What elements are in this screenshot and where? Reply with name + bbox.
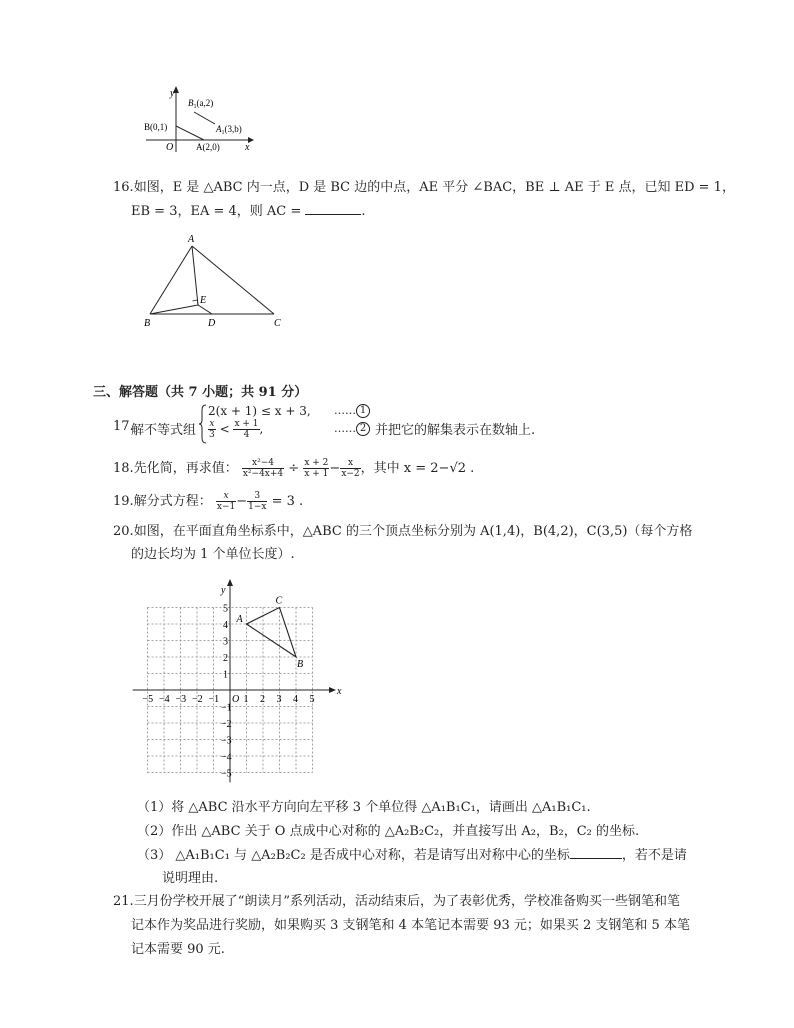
x-axis-arrow <box>329 687 336 693</box>
q16-text-1: 如图，E 是 △ABC 内一点，D 是 BC 边的中点，AE 平分 ∠BAC，BE ⊥ AE 于 E 点，已知 ED = 1， <box>133 180 735 195</box>
x-tick-label: −4 <box>159 694 170 705</box>
q17-inequality-2: $\frac{x}{3}$ < $\frac{x + 1}{4}$ , <box>209 419 264 440</box>
y-label: y <box>170 88 175 99</box>
y-tick-label: 2 <box>223 653 228 664</box>
q21-line1 <box>113 890 680 909</box>
q17-brace <box>199 404 207 444</box>
segment-BE <box>150 305 198 314</box>
q18-prefix: 先化简，再求值： <box>133 461 238 476</box>
q20-answer-blank[interactable] <box>570 846 622 859</box>
vertex-label-C: C <box>275 595 283 607</box>
y-tick-label: 3 <box>223 636 228 648</box>
q20-number: 20. <box>113 524 134 539</box>
side-AB <box>150 246 192 314</box>
q20-sub3-line2: 说明理由. <box>162 871 219 886</box>
origin-label: O <box>232 694 240 705</box>
q16-text-2: EB = 3，EA = 4，则 AC = <box>131 204 302 219</box>
q16-period: . <box>361 204 366 219</box>
q21-line3: 记本需要 90 元. <box>131 942 225 957</box>
x-tick-label: 4 <box>293 694 298 705</box>
q16-line1 <box>113 176 735 195</box>
q20-line2: 的边长均为 1 个单位长度）. <box>131 547 295 562</box>
q20-sub3-line1: （3） △A₁B₁C₁ 与 △A₂B₂C₂ 是否成中心对称，若是请写出对称中心的坐标 ，若不是请 <box>137 848 687 863</box>
y-tick-label: −2 <box>221 719 232 730</box>
y-axis-arrow <box>227 579 233 586</box>
coordinate-grid <box>140 574 340 778</box>
q18-suffix: ，其中 x = 2−√2 . <box>360 461 475 476</box>
label-B: B(0,1) <box>144 122 168 132</box>
q17-inequality-1: 2(x + 1) ≤ x + 3, <box>208 404 311 418</box>
label-A: A(2,0) <box>196 142 220 152</box>
segment-A1B1 <box>194 112 215 124</box>
q18-line: 18.先化简，再求值： $\frac{\text{x²−4}}{\text{x²−4x+4}}$ ÷ $\frac{x + 2}{x + 1}$ − $\frac{x}{x-2}$ ，其中 x = 2−√2 . <box>113 458 475 479</box>
q21-number: 21. <box>113 894 134 909</box>
y-tick-label: −5 <box>221 768 232 780</box>
q19-number: 19. <box>113 494 134 509</box>
q19-line: 19.解分式方程： $\frac{x}{x-1}$ − $\frac{3}{1-x}$ = 3 . <box>113 491 304 512</box>
x-tick-label: 2 <box>260 694 265 705</box>
x-axis-label: x <box>337 686 342 697</box>
q21-text-1: 三月份学校开展了“朗读月”系列活动，活动结束后，为了表彰优秀，学校准备购买一些钢笔和笔 <box>133 894 680 909</box>
y-tick-label: 4 <box>223 620 228 631</box>
segment-AE <box>192 246 198 305</box>
x-tick-label: 3 <box>276 694 282 705</box>
x-tick-label: 1 <box>243 694 249 705</box>
origin-label: O <box>166 142 174 153</box>
q17-mark-2: …… 2 <box>334 422 370 436</box>
q18-fraction-2: $\frac{x + 2}{x + 1}$ <box>304 458 329 479</box>
q20-text-1: 如图，在平面直角坐标系中，△ABC 的三个顶点坐标分别为 A(1,4)，B(4,2)，C(3,5)（每个方格 <box>133 524 693 539</box>
q19-suffix: = 3 . <box>271 494 304 509</box>
y-tick-label: −4 <box>221 752 232 763</box>
y-tick-label: 5 <box>223 603 228 615</box>
q17-suffix: 并把它的解集表示在数轴上. <box>375 423 536 438</box>
q20-sub1: （1）将 △ABC 沿水平方向向左平移 3 个单位得 △A₁B₁C₁，请画出 △A₁B₁C₁. <box>137 800 591 815</box>
label-C: C <box>274 318 281 329</box>
y-axis-label: y <box>221 585 226 596</box>
y-tick-label: −3 <box>221 735 232 747</box>
q18-fraction-3: $\frac{x}{x-2}$ <box>341 458 360 479</box>
label-D: D <box>208 318 216 329</box>
segment-AB <box>176 126 204 140</box>
q17-mark-1: …… 1 <box>334 404 370 418</box>
vertex-label-A: A <box>236 614 243 625</box>
x-tick-label: 5 <box>309 694 315 705</box>
x-label: x <box>245 142 250 153</box>
q18-fraction-1: $\frac{\text{x²−4}}{\text{x²−4x+4}}$ <box>242 458 284 479</box>
q20-line1 <box>113 520 692 539</box>
q16-line2 <box>131 200 366 219</box>
label-B1: $B_1(a,2)$ <box>188 98 214 110</box>
q20-sub2: （2）作出 △ABC 关于 O 点成中心对称的 △A₂B₂C₂，并直接写出 A₂，B₂，C₂ 的坐标. <box>137 824 640 839</box>
q21-line2: 记本作为奖品进行奖励，如果购买 3 支钢笔和 4 本笔记本需要 93 元；如果买 2 支钢笔和 5 本笔 <box>131 918 690 933</box>
x-tick-label: −1 <box>208 694 220 705</box>
q19-fraction-1: $\frac{x}{x-1}$ <box>216 491 236 512</box>
label-E: E <box>200 295 207 306</box>
section-title: 三、解答题（共 7 小题；共 91 分） <box>93 385 308 400</box>
segment-ED <box>198 305 212 314</box>
y-tick-label: 1 <box>223 669 228 681</box>
y-tick-label: −1 <box>221 702 232 714</box>
vertex-label-B: B <box>297 659 304 670</box>
q19-fraction-2: $\frac{3}{1-x}$ <box>248 491 267 512</box>
q16-number: 16. <box>113 180 134 195</box>
figure-q16-triangle <box>140 232 290 330</box>
x-tick-label: −3 <box>175 694 187 705</box>
q17-prefix: 解不等式组 <box>131 423 197 438</box>
q19-prefix: 解分式方程： <box>133 494 212 509</box>
x-tick-label: −5 <box>142 694 154 705</box>
label-A1: $A_1(3,b)$ <box>216 124 242 136</box>
label-A: A <box>188 234 195 245</box>
figure-q15 <box>140 84 260 156</box>
label-B: B <box>144 318 151 329</box>
triangle-ABC <box>247 608 297 658</box>
q16-answer-blank[interactable] <box>305 202 361 215</box>
q18-number: 18. <box>113 461 134 476</box>
x-tick-label: −2 <box>192 694 203 705</box>
right-angle-mark <box>193 300 199 305</box>
q17-number: 17. <box>113 419 134 434</box>
